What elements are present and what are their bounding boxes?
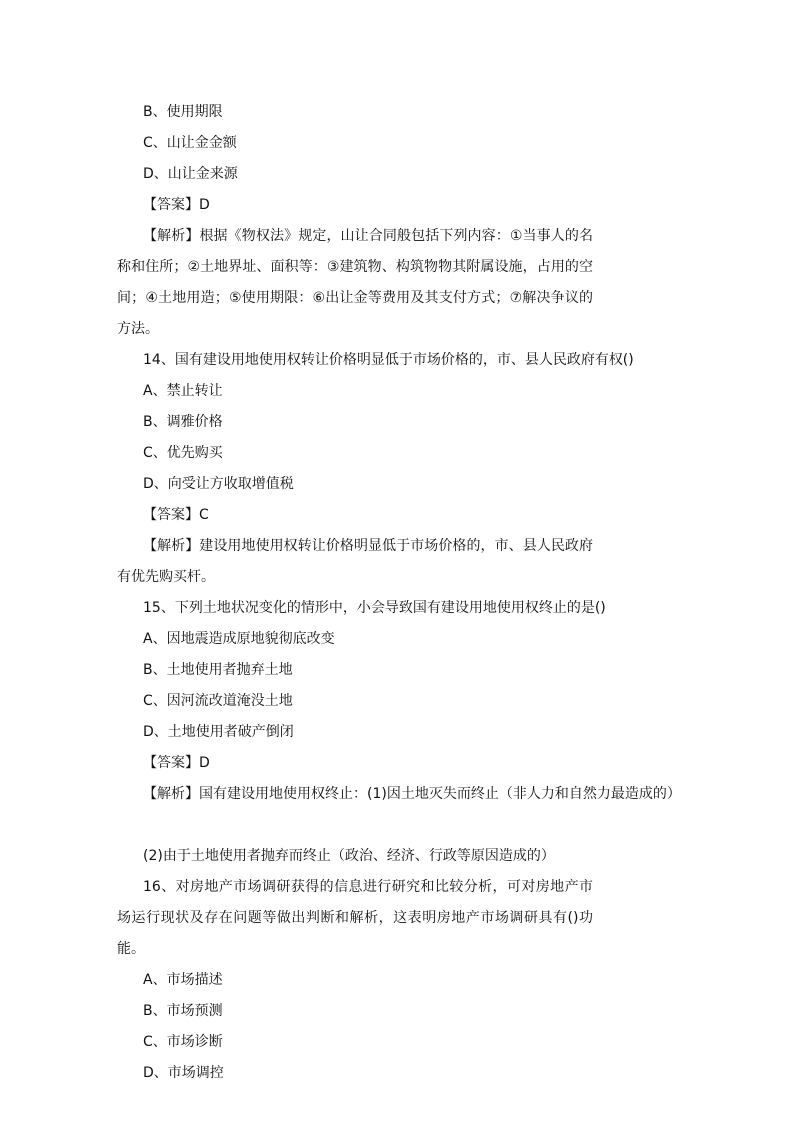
question-14: 14、国有建设用地使用权转让价格明显低于市场价格的，市、县人民政府有权(): [143, 352, 634, 368]
answer: 【答案】C: [143, 507, 209, 523]
question-16: 16、对房地产市场调研获得的信息进行研究和比较分析，可对房地产市场运行现状及存在问题等做出判断和解析，这表明房地产市场调研具有()功能。: [117, 879, 593, 957]
option-a: A、因地震造成原地貌彻底改变: [143, 631, 335, 647]
analysis-continued: (2)由于土地使用者抛弃而终止（政治、经济、行政等原因造成的）: [143, 848, 555, 864]
answer: 【答案】D: [143, 755, 210, 771]
option-a: A、禁止转让: [143, 383, 223, 399]
option-c: C、因河流改道淹没土地: [143, 693, 293, 709]
option-b: B、使用期限: [143, 104, 223, 120]
option-d: D、土地使用者破产倒闭: [143, 724, 294, 740]
option-c: C、优先购买: [143, 445, 223, 461]
option-b: B、市场预测: [143, 1003, 223, 1019]
document-page: [117, 97, 681, 1089]
option-d: D、山让金来源: [143, 166, 238, 182]
option-d: D、向受让方收取增值税: [143, 476, 294, 492]
option-c: C、市场诊断: [143, 1034, 223, 1050]
option-b: B、土地使用者抛弃土地: [143, 662, 293, 678]
answer: 【答案】D: [143, 197, 210, 213]
option-c: C、山让金金额: [143, 135, 237, 151]
analysis: 【解析】国有建设用地使用权终止：(1)因土地灭失而终止（非人力和自然力最造成的）: [143, 786, 681, 802]
question-15: 15、下列土地状况变化的情形中，小会导致国有建设用地使用权终止的是(): [143, 600, 606, 616]
option-b: B、调雅价格: [143, 414, 223, 430]
analysis: 【解析】建设用地使用权转让价格明显低于市场价格的，市、县人民政府有优先购买杆。: [117, 538, 593, 585]
option-a: A、市场描述: [143, 972, 223, 988]
analysis: 【解析】根据《物权法》规定，山让合同般包括下列内容：①当事人的名称和住所；②土地界址、面积等：③建筑物、构筑物物其附属设施，占用的空间；④土地用造；⑤使用期限：⑥出让金等费用及其支付方式；⑦解决争议的方法。: [117, 228, 593, 337]
option-d: D、市场调控: [143, 1065, 224, 1081]
